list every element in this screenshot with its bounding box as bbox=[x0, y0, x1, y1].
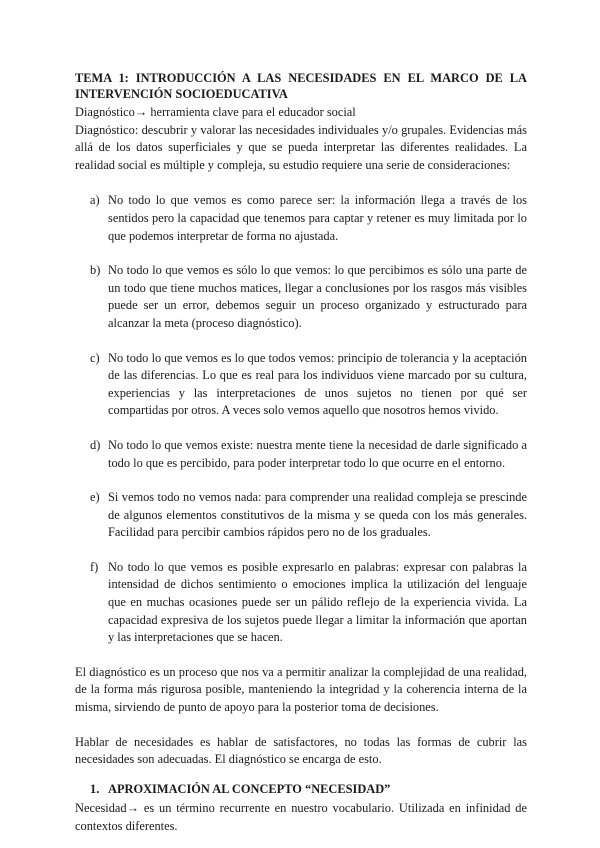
list-marker: f) bbox=[90, 559, 99, 574]
list-item-text: No todo lo que vemos es posible expresarlo en palabras: expresar con palabras la intensidad de dichos sentimiento o emociones implica la utilización del lenguaje que en muchas ocasiones puede ser un pálido reflejo de la experiencia vivida. La capacidad expresiva de los sujetos puede llegar a limitar la información que aportan y las interpretaciones que se hacen. bbox=[108, 559, 527, 645]
necesidad-paragraph: Necesidad→ es un término recurrente en nuestro vocabulario. Utilizada en infinidad de contextos diferentes. bbox=[75, 801, 527, 833]
spacer bbox=[75, 647, 527, 664]
document-body bbox=[75, 70, 527, 836]
list-marker: b) bbox=[90, 263, 101, 278]
spacer bbox=[75, 717, 527, 734]
list-marker: a) bbox=[90, 193, 100, 208]
list-item bbox=[75, 192, 527, 245]
list-item-text: No todo lo que vemos es sólo lo que vemos: lo que percibimos es sólo una parte de un todo que tiene muchos matices, llegar a conclusiones por los rasgos más visibles puede ser un error, debemos seguir un proceso organizado y estructurado para alcanzar la meta (proceso diagnóstico). bbox=[108, 263, 527, 330]
list-item-text: No todo lo que vemos es como parece ser: la información llega a través de los sentidos pero la capacidad que tenemos para captar y retener es muy limitada por lo que podemos interpretar de forma no ajustada. bbox=[108, 193, 527, 243]
list-item bbox=[75, 437, 527, 472]
document-title: TEMA 1: INTRODUCCIÓN A LAS NECESIDADES EN EL MARCO DE LA INTERVENCIÓN SOCIOEDUCATIVA bbox=[75, 71, 527, 101]
list-marker: e) bbox=[90, 490, 100, 505]
satisfiers-paragraph: Hablar de necesidades es hablar de satisfactores, no todas las formas de cubrir las necesidades son adecuadas. El diagnóstico se encarga de esto. bbox=[75, 734, 527, 767]
list-item bbox=[75, 489, 527, 542]
section-heading bbox=[75, 781, 527, 799]
considerations-list bbox=[75, 192, 527, 646]
list-item-text: Si vemos todo no vemos nada: para comprender una realidad compleja se prescinde de algunos elementos constitutivos de la misma y se queda con los más generales. Facilidad para percibir cambios rápidos pero no de los graduales. bbox=[108, 490, 527, 540]
diagnostic-paragraph: El diagnóstico es un proceso que nos va a permitir analizar la complejidad de una realidad, de la forma más rigurosa posible, manteniendo la integridad y la coherencia interna de la misma, sirviendo de punto de apoyo para la posterior toma de decisiones. bbox=[75, 664, 527, 715]
list-item bbox=[75, 559, 527, 647]
list-marker: c) bbox=[90, 350, 100, 365]
list-item bbox=[75, 350, 527, 420]
intro-line: Diagnóstico→ herramienta clave para el educador social bbox=[75, 105, 356, 119]
section-number: 1. bbox=[90, 781, 100, 796]
list-item-text: No todo lo que vemos existe: nuestra mente tiene la necesidad de darle significado a todo lo que es percibido, para poder interpretar todo lo que ocurre en el entorno. bbox=[108, 437, 527, 470]
section-title: APROXIMACIÓN AL CONCEPTO “NECESIDAD” bbox=[108, 781, 391, 796]
list-item bbox=[75, 262, 527, 332]
list-item-text: No todo lo que vemos es lo que todos vemos: principio de tolerancia y la aceptación de las diferencias. Lo que es real para los individuos viene marcado por su cultura, experiencias y las interpretaciones de unos sujetos no tienen por qué ser compartidas por otros. A veces solo vemos aquello que nosotros hemos vivido. bbox=[108, 350, 527, 418]
intro-paragraph: Diagnóstico: descubrir y valorar las necesidades individuales y/o grupales. Evidencias más allá de los datos superficiales y que se pueda interpretar las diferentes realidades. La realidad social es múltiple y compleja, su estudio requiere una serie de consideraciones: bbox=[75, 122, 527, 172]
list-marker: d) bbox=[90, 437, 101, 452]
